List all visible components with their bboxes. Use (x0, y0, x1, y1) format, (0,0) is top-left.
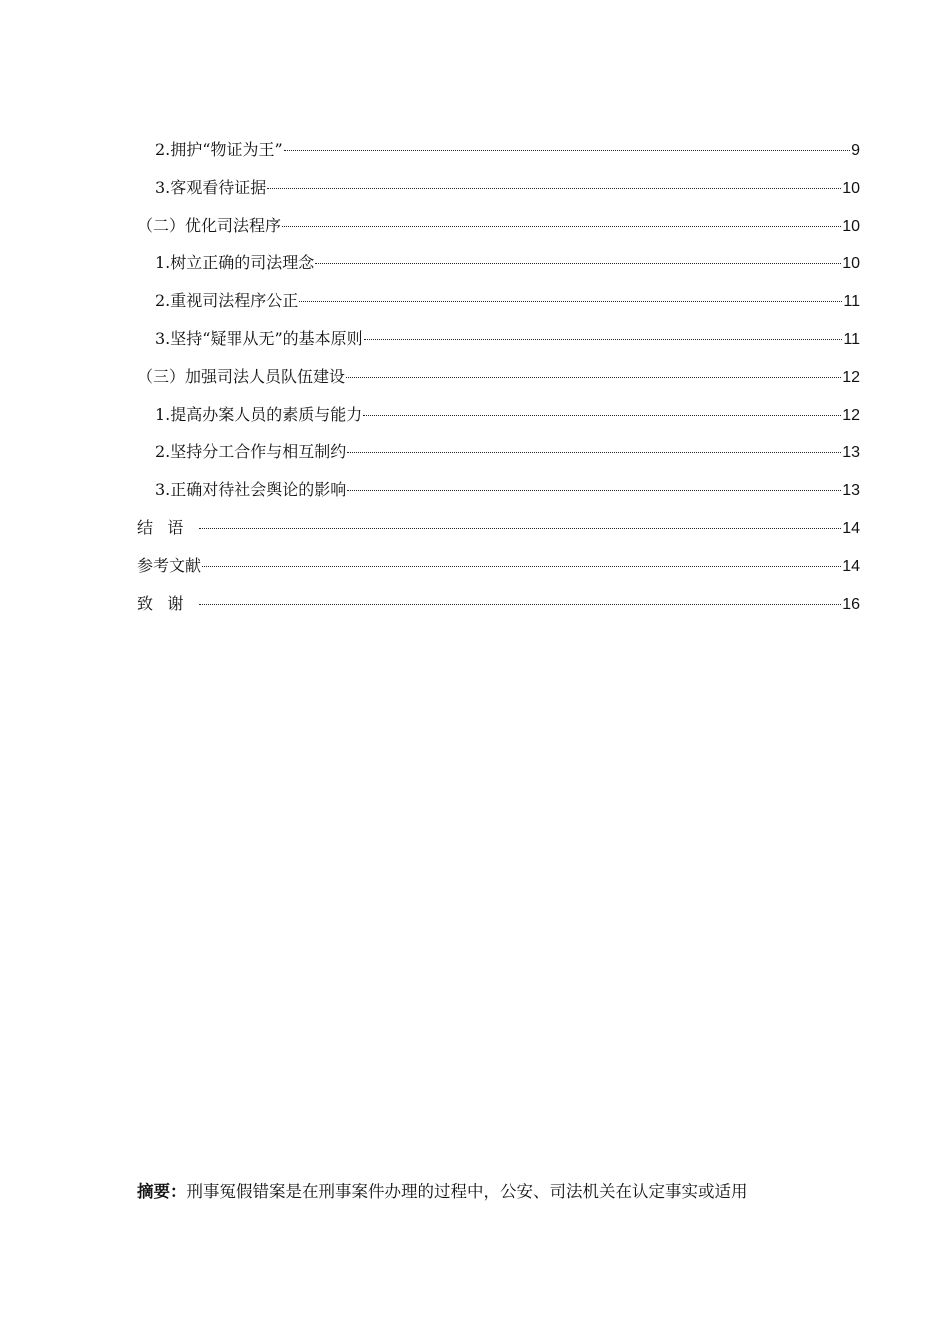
toc-entry[interactable] (137, 554, 860, 592)
toc-dot-leader (347, 452, 841, 453)
toc-entry-label: 参考文献 (137, 555, 202, 575)
toc-entry-label: 3.坚持“疑罪从无”的基本原则 (155, 328, 363, 348)
toc-entry-label: 结语 (137, 517, 198, 537)
toc-entry-page-number: 14 (842, 557, 860, 575)
toc-entry-label: 2.坚持分工合作与相互制约 (155, 442, 347, 462)
toc-entry-label: 1.提高办案人员的素质与能力 (155, 404, 363, 424)
toc-dot-leader (347, 490, 841, 491)
toc-entry-page-number: 12 (842, 368, 860, 386)
toc-entry[interactable] (137, 592, 860, 630)
abstract-paragraph (137, 1180, 860, 1204)
toc-entry-page-number: 9 (851, 142, 860, 159)
toc-entry-page-number: 13 (842, 444, 860, 462)
toc-entry-page-number: 10 (842, 255, 860, 273)
toc-dot-leader (199, 528, 841, 529)
toc-entry[interactable] (137, 176, 860, 214)
toc-dot-leader (267, 188, 841, 189)
abstract-text: 刑事冤假错案是在刑事案件办理的过程中，公安、司法机关在认定事实或适用 (186, 1182, 748, 1201)
toc-entry[interactable] (137, 403, 860, 441)
toc-entry[interactable] (137, 365, 860, 403)
toc-entry-page-number: 10 (842, 179, 860, 197)
toc-entry-label: 2.拥护“物证为王” (155, 140, 283, 159)
toc-dot-leader (299, 301, 842, 302)
toc-dot-leader (364, 339, 843, 340)
toc-entry[interactable] (137, 251, 860, 289)
toc-dot-leader (363, 415, 841, 416)
toc-entry[interactable] (137, 516, 860, 554)
toc-dot-leader (346, 377, 841, 378)
toc-dot-leader (315, 263, 841, 264)
toc-entry[interactable] (137, 138, 860, 176)
toc-entry-label: 3.正确对待社会舆论的影响 (155, 480, 347, 500)
toc-entry-page-number: 16 (842, 595, 860, 613)
toc-entry-label: 1.树立正确的司法理念 (155, 253, 315, 273)
toc-entry[interactable] (137, 440, 860, 478)
toc-dot-leader (199, 604, 841, 605)
toc-entry-page-number: 14 (842, 519, 860, 537)
toc-entry[interactable] (137, 327, 860, 365)
toc-entry-page-number: 11 (843, 330, 860, 348)
toc-dot-leader (284, 150, 850, 151)
toc-entry-label: 致谢 (137, 593, 198, 613)
toc-dot-leader (282, 226, 841, 227)
table-of-contents (137, 138, 860, 629)
toc-entry-label: （三）加强司法人员队伍建设 (137, 366, 346, 386)
toc-entry-page-number: 12 (842, 406, 860, 424)
toc-dot-leader (202, 566, 841, 567)
toc-entry-page-number: 10 (842, 217, 860, 235)
toc-entry[interactable] (137, 214, 860, 252)
toc-entry-label: （二）优化司法程序 (137, 215, 282, 235)
toc-entry[interactable] (137, 289, 860, 327)
toc-entry-label: 2.重视司法程序公正 (155, 291, 299, 311)
toc-entry-page-number: 13 (842, 482, 860, 500)
toc-entry-label: 3.客观看待证据 (155, 177, 267, 197)
abstract-label: 摘要： (137, 1182, 187, 1201)
toc-entry[interactable] (137, 478, 860, 516)
toc-entry-page-number: 11 (843, 293, 860, 311)
